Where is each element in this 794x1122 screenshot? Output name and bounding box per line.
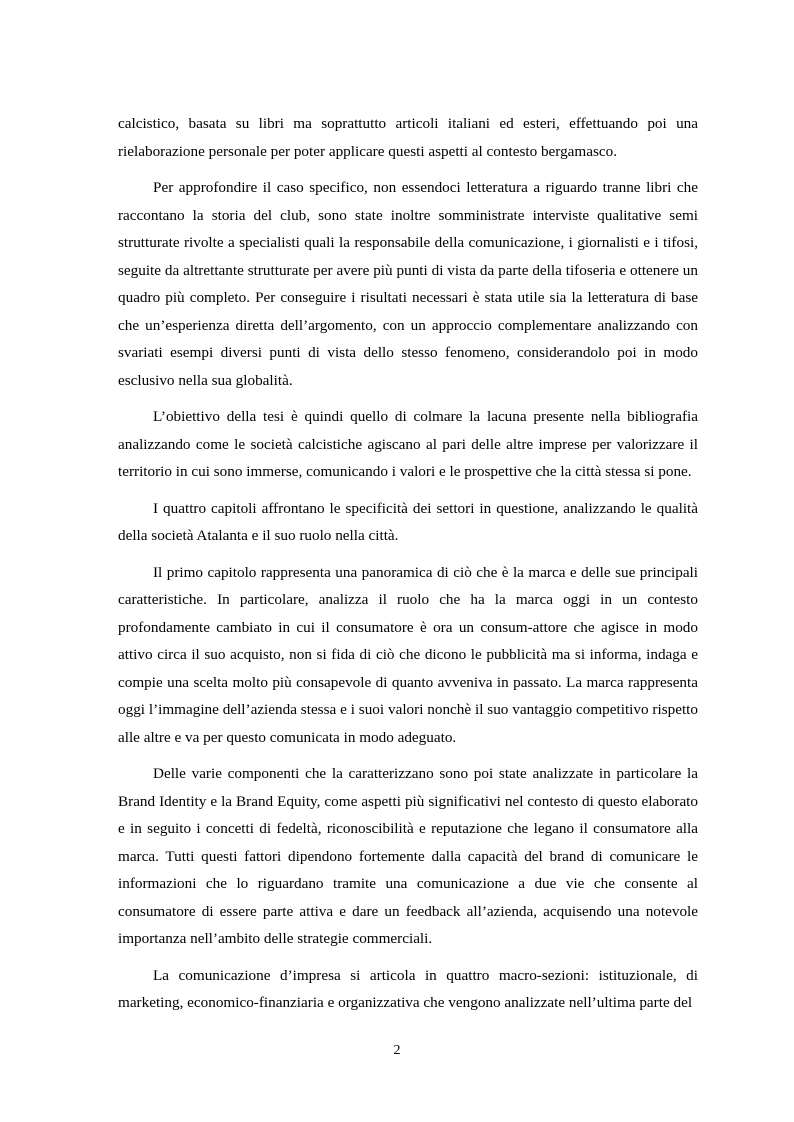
paragraph-5: Il primo capitolo rappresenta una panoramica di ciò che è la marca e delle sue principali caratteristiche. In particolare, analizza il ruolo che ha la marca oggi in un contesto profondamente cambiato in cui il consumatore è ora un consum-attore che agisce in modo attivo circa il suo acquisto, non si fida di ciò che dicono le pubblicità ma si informa, indaga e compie una scelta molto più consapevole di quanto avveniva in passato. La marca rappresenta oggi l’immagine dell’azienda stessa e i suoi valori nonchè il suo vantaggio competitivo rispetto alle altre e va per questo comunicata in modo adeguato. — [118, 563, 698, 746]
paragraph-1: calcistico, basata su libri ma soprattutto articoli italiani ed esteri, effettuando poi una rielaborazione personale per poter applicare questi aspetti al contesto bergamasco. — [118, 115, 698, 160]
paragraph-2: Per approfondire il caso specifico, non essendoci letteratura a riguardo tranne libri che raccontano la storia del club, sono state inoltre somministrate interviste qualitative semi strutturate rivolte a specialisti quali la responsabile della comunicazione, i giornalisti e i tifosi, seguite da altrettante strutturate per avere più punti di vista da parte della tifoseria e ottenere un quadro più completo. Per conseguire i risultati necessari è stata utile sia la letteratura di base che un’esperienza diretta dell’argomento, con un approccio complementare analizzando con svariati esempi diversi punti di vista dello stesso fenomeno, considerandolo poi in modo esclusivo nella sua globalità. — [118, 179, 698, 389]
page-number: 2 — [393, 1043, 401, 1058]
document-page — [118, 110, 698, 1026]
paragraph-4: I quattro capitoli affrontano le specificità dei settori in questione, analizzando le qualità della società Atalanta e il suo ruolo nella città. — [118, 499, 698, 544]
paragraph-7: La comunicazione d’impresa si articola in quattro macro-sezioni: istituzionale, di marketing, economico-finanziaria e organizzativa che vengono analizzate nell’ultima parte del — [118, 966, 698, 1011]
paragraph-6: Delle varie componenti che la caratterizzano sono poi state analizzate in particolare la Brand Identity e la Brand Equity, come aspetti più significativi nel contesto di questo elaborato e in seguito i concetti di fedeltà, riconoscibilità e reputazione che legano il consumatore alla marca. Tutti questi fattori dipendono fortemente dalla capacità del brand di comunicare le informazioni che lo riguardano tramite una comunicazione a due vie che consente al consumatore di essere parte attiva e dare un feedback all’azienda, acquisendo una notevole importanza nell’ambito delle strategie commerciali. — [118, 765, 698, 947]
paragraph-3: L’obiettivo della tesi è quindi quello di colmare la lacuna presente nella bibliografia analizzando come le società calcistiche agiscano al pari delle altre imprese per valorizzare il territorio in cui sono immerse, comunicando i valori e le prospettive che la città stessa si pone. — [118, 408, 698, 480]
